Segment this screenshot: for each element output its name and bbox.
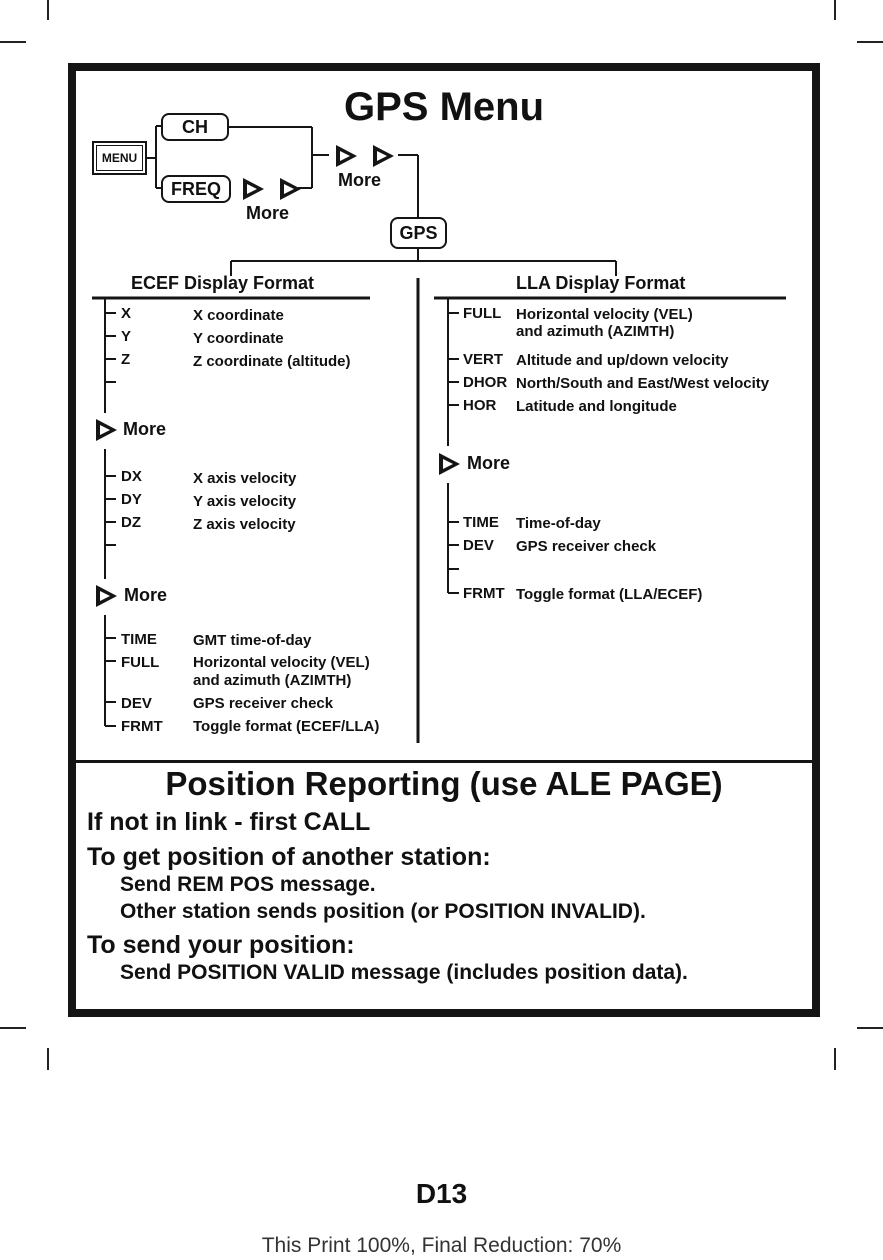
crop-mark	[857, 1027, 883, 1029]
lla-desc-cont: and azimuth (AZIMTH)	[516, 323, 675, 340]
more-arrow-icon[interactable]	[332, 143, 359, 169]
lla-header: LLA Display Format	[516, 273, 686, 293]
ecef-key: FRMT	[121, 718, 163, 735]
position-subline: Send REM POS message.	[120, 873, 376, 896]
menu-button[interactable]	[92, 141, 147, 175]
position-line: If not in link - first CALL	[87, 808, 371, 836]
crop-mark	[47, 0, 49, 20]
gps-button[interactable]	[390, 217, 447, 249]
ecef-desc: GPS receiver check	[193, 695, 334, 712]
lla-key: FULL	[463, 305, 502, 322]
section-divider	[76, 760, 812, 763]
more-arrow-icon[interactable]	[276, 176, 303, 202]
freq-button-label: FREQ	[170, 179, 221, 199]
crop-mark	[857, 41, 883, 43]
lla-key: HOR	[463, 397, 497, 414]
more-label: More	[246, 203, 290, 223]
ecef-key: TIME	[121, 631, 157, 648]
ecef-key: DX	[121, 468, 142, 485]
page-title: GPS Menu	[343, 85, 545, 129]
crop-mark	[834, 1048, 836, 1070]
ch-button-label: CH	[182, 117, 208, 137]
ecef-desc: Toggle format (ECEF/LLA)	[193, 718, 380, 735]
position-line: To get position of another station:	[87, 843, 491, 871]
ecef-desc-cont: and azimuth (AZIMTH)	[193, 672, 352, 689]
menu-button-label: MENU	[96, 145, 143, 171]
ecef-desc: Z coordinate (altitude)	[193, 353, 351, 370]
ecef-key: X	[121, 305, 132, 322]
ecef-desc: X coordinate	[193, 307, 284, 324]
page-code: D13	[415, 1178, 468, 1209]
position-line: To send your position:	[87, 931, 355, 959]
crop-mark	[0, 1027, 26, 1029]
lla-desc: Time-of-day	[516, 515, 601, 532]
ecef-key: Y	[121, 328, 132, 345]
ecef-key: FULL	[121, 654, 160, 671]
lla-desc: Horizontal velocity (VEL)	[516, 306, 693, 323]
crop-mark	[47, 1048, 49, 1070]
more-arrow-icon[interactable]	[92, 417, 119, 443]
print-note: This Print 100%, Final Reduction: 70%	[261, 1234, 622, 1257]
lla-key: FRMT	[463, 585, 505, 602]
more-arrow-icon[interactable]	[239, 176, 266, 202]
ecef-desc: Z axis velocity	[193, 516, 296, 533]
more-arrow-icon[interactable]	[369, 143, 396, 169]
crop-mark	[834, 0, 836, 20]
lla-key: VERT	[463, 351, 504, 368]
ecef-desc: Horizontal velocity (VEL)	[193, 654, 370, 671]
ch-button[interactable]	[161, 113, 229, 141]
position-title: Position Reporting (use ALE PAGE)	[165, 765, 723, 802]
more-label: More	[338, 170, 382, 190]
lla-key: DHOR	[463, 374, 508, 391]
ecef-key: DZ	[121, 514, 141, 531]
freq-button[interactable]	[161, 175, 231, 203]
lla-desc: Toggle format (LLA/ECEF)	[516, 586, 703, 603]
ecef-desc: GMT time-of-day	[193, 632, 312, 649]
more-arrow-icon[interactable]	[435, 451, 462, 477]
ecef-desc: Y coordinate	[193, 330, 284, 347]
gps-button-label: GPS	[399, 223, 438, 243]
position-subline: Other station sends position (or POSITION INVALID).	[120, 900, 646, 923]
lla-key: TIME	[463, 514, 499, 531]
ecef-key: DEV	[121, 695, 152, 712]
ecef-more-label: More	[123, 419, 167, 439]
ecef-key: Z	[121, 351, 131, 368]
gps-menu-card	[68, 63, 820, 1017]
position-subline: Send POSITION VALID message (includes position data).	[120, 961, 688, 984]
lla-desc: Latitude and longitude	[516, 398, 677, 415]
lla-key: DEV	[463, 537, 494, 554]
crop-mark	[0, 41, 26, 43]
ecef-desc: X axis velocity	[193, 470, 297, 487]
ecef-key: DY	[121, 491, 142, 508]
lla-more-label: More	[467, 453, 511, 473]
ecef-desc: Y axis velocity	[193, 493, 297, 510]
lla-desc: Altitude and up/down velocity	[516, 352, 729, 369]
ecef-header: ECEF Display Format	[131, 273, 315, 293]
ecef-more-label: More	[124, 585, 168, 605]
lla-desc: North/South and East/West velocity	[516, 375, 770, 392]
more-arrow-icon[interactable]	[92, 583, 119, 609]
lla-desc: GPS receiver check	[516, 538, 657, 555]
